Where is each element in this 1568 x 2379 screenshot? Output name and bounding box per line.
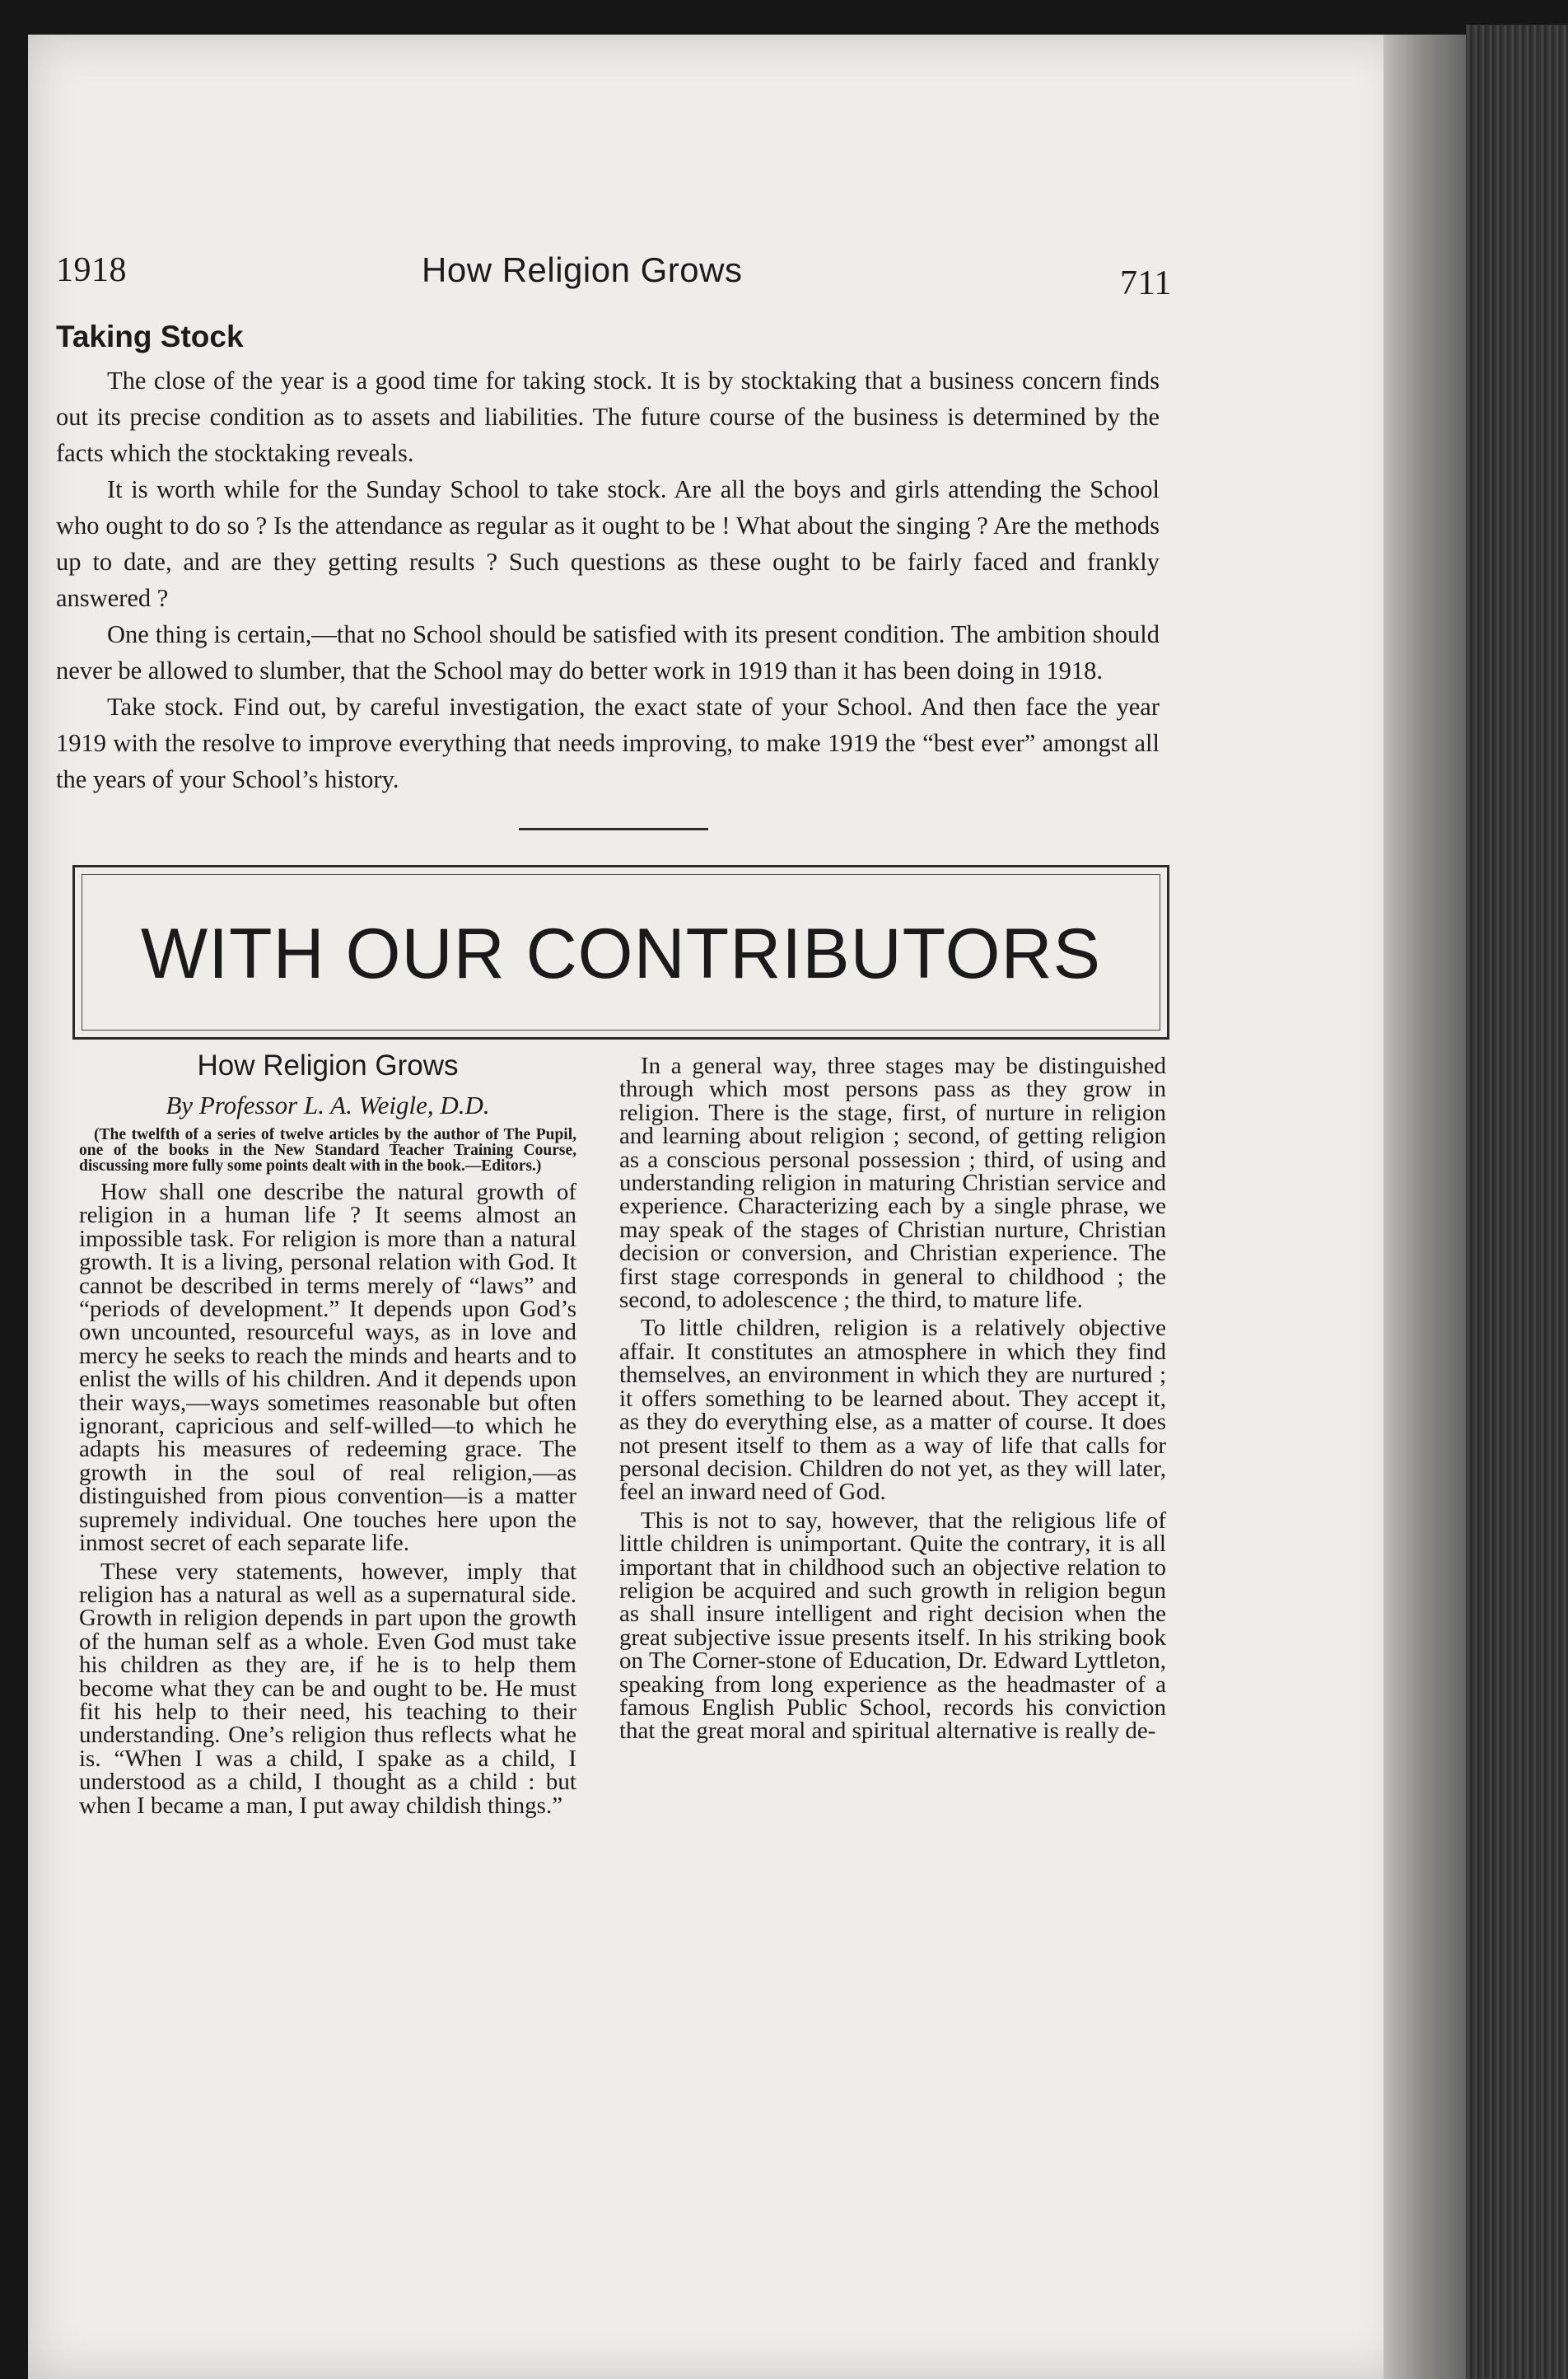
taking-stock-paragraph: One thing is certain,—that no School should be satisfied with its present condition. The ambition should never be allowed to slumber, that the School may do better work in 1919 than it has been doing in 1918. bbox=[56, 620, 1160, 685]
contributors-banner bbox=[72, 865, 1169, 1040]
article-paragraph: To little children, religion is a relatively objective affair. It constitutes an atmosphere in which they find themselves, an environment in which they are nurtured ; it offers something to be learned about. They accept it, as they do everything else, as a matter of course. It does not present itself to them as a way of life that calls for personal decision. Children do not yet, as they will later, feel an inward need of God. bbox=[619, 1315, 1166, 1506]
page-edges bbox=[1466, 25, 1568, 2379]
taking-stock-body bbox=[56, 362, 1160, 797]
article-column-left bbox=[79, 1048, 576, 1822]
article-note: (The twelfth of a series of twelve articles by the author of The Pupil, one of the books in the New Standard Teacher Training Course, discussing more fully some points dealt with in the book.—Editors.) bbox=[79, 1126, 576, 1175]
page-number: 711 bbox=[1120, 264, 1172, 302]
taking-stock-paragraph: The close of the year is a good time for taking stock. It is by stocktaking that a business concern finds out its precise condition as to assets and liabilities. The future course of the business is determined by the facts which the stocktaking reveals. bbox=[56, 367, 1160, 467]
article-column-right bbox=[619, 1054, 1166, 1748]
banner-heading: WITH OUR CONTRIBUTORS bbox=[140, 914, 1102, 993]
running-head-year: 1918 bbox=[56, 251, 127, 289]
article-author: By Professor L. A. Weigle, D.D. bbox=[166, 1091, 490, 1119]
article-paragraph: How shall one describe the natural growth of religion in a human life ? It seems almost an impossible task. For religion is more than a natural growth. It is a living, personal relation with God. It cannot be described in terms merely of “laws” and “periods of development.” It depends upon God’s own uncounted, resourceful ways, as in love and mercy he seeks to reach the minds and hearts and to enlist the wills of his children. And it depends upon their ways,—ways sometimes reasonable but often ignorant, capricious and self-willed—to which he adapts his measures of redeeming grace. The growth in the soul of real religion,—as distinguished from pious convention—is a matter supremely individual. One touches here upon the inmost secret of each separate life. bbox=[79, 1179, 576, 1557]
running-head-title: How Religion Grows bbox=[422, 250, 743, 289]
article-title: How Religion Grows bbox=[197, 1049, 459, 1082]
article-paragraph: These very statements, however, imply that religion has a natural as well as a supernatural side. Growth in religion depends in part upon the growth of the human self as a whole. Even God must take his children as they are, if he is to help them become what they can be and ought to be. He must fit his help to their need, his teaching to their understanding. One’s religion thus reflects what he is. “When I was a child, I spake as a child, I understood as a child, I thought as a child : but when I became a man, I put away childish things.” bbox=[79, 1558, 576, 1819]
taking-stock-paragraph: It is worth while for the Sunday School to take stock. Are all the boys and girls attending the School who ought to do so ? Is the attendance as regular as it ought to be ! What about the singing ? Are the methods up to date, and are they getting results ? Such questions as these ought to be fairly faced and frankly answered ? bbox=[56, 475, 1160, 612]
binding-gutter bbox=[1384, 35, 1466, 2379]
article-paragraph: This is not to say, however, that the religious life of little children is unimportant. Quite the contrary, it is all important that in childhood such an objective relation to religion be acquired and such growth in religion begun as shall insure intelligent and right decision when the great subjective issue presents itself. In his striking book on The Corner-stone of Education, Dr. Edward Lyttleton, speaking from long experience as the headmaster of a famous English Public School, records his conviction that the great moral and spiritual alternative is really de- bbox=[619, 1507, 1166, 1745]
article-paragraph: In a general way, three stages may be distinguished through which most persons pass as they grow in religion. There is the stage, first, of nurture in religion and learning about religion ; second, of getting religion as a conscious personal possession ; third, of using and understanding religion in maturing Christian service and experience. Characterizing each by a single phrase, we may speak of the stages of Christian nurture, Christian decision or conversion, and Christian experience. The first stage corresponds in general to childhood ; the second, to adolescence ; the third, to mature life. bbox=[619, 1053, 1166, 1314]
section-divider bbox=[519, 828, 708, 830]
section-title-taking-stock: Taking Stock bbox=[56, 320, 244, 353]
taking-stock-paragraph: Take stock. Find out, by careful investigation, the exact state of your School. And then face the year 1919 with the resolve to improve everything that needs improving, to make 1919 the “best ever” amongst all the years of your School’s history. bbox=[56, 693, 1160, 793]
